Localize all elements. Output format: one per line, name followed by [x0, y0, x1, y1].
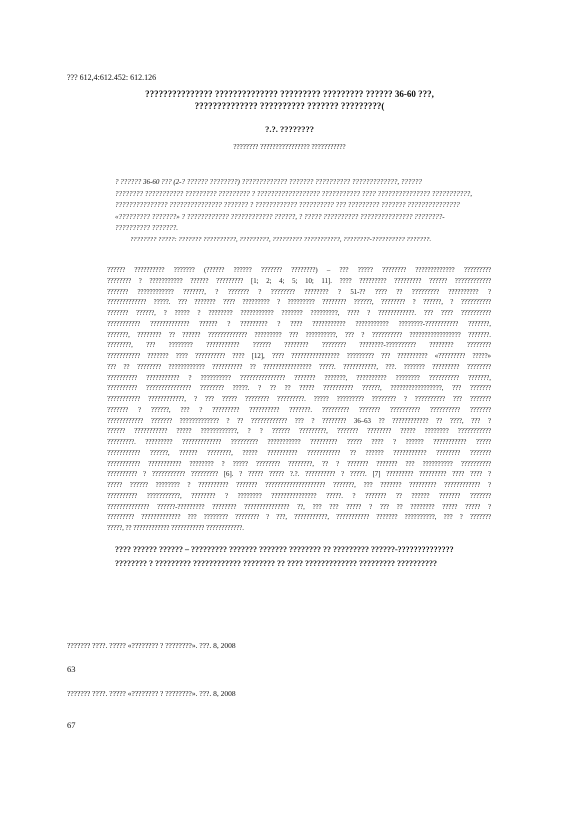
body-line: ?????????????? ??????-????????? ???????? ??????????????? ??, ??? ??? ????? ? ??? ?? ???????? ????? ????? ?	[107, 503, 491, 511]
udc-code: ??? 612,4:612.452: 612.126	[67, 73, 157, 82]
body-line: ?????? ?????????? ??????? (?????? ?????? ??????? ????????) – ??? ????? ???????? ????????????? ?????????	[107, 267, 491, 274]
abstract-line: ?????????? ???????.	[115, 224, 178, 233]
footnote-2: ??????? ????. ????? «???????? ? ????????». ???. 8, 2008	[67, 689, 236, 698]
body-line: ?????????? ??????????? ? ?????????? ??????????????? ??????? ???????, ?????????? ???????? ?????????? ???????,	[107, 374, 491, 382]
body-line: ???????? ? ??????????? ?????? ????????? [1; 2; 4; 5; 10; 11]. ???? ????????? ????????? ?????? ????????????	[107, 277, 491, 285]
body-line: ??????? ? ??????, ??? ? ????????? ?????????? ???????. ????????? ??????? ?????????? ?????????? ???????	[107, 406, 491, 414]
emphasis-line: ???? ?????? ?????? – ????????? ??????? ??????? ???????? ?? ????????? ??????-??????????????	[115, 545, 454, 554]
body-line: ???????????? ??????? ????????????? ? ?? ???????????? ??? ? ???????? 36–63 ?? ???????????? ?? ????, ??? ?	[107, 417, 491, 425]
affiliation: ???????? ???????????????? ???????????	[233, 143, 346, 151]
keywords: ???????? ?????: ??????? ??????????, ?????????, ????????? ???????????, ????????-?????????? ???????.	[130, 236, 432, 243]
body-line: ?????? ??????????? ????? ????????????, ? ? ?????? ?????????, ??????? ???????? ????? ???????? ???????????	[107, 428, 491, 436]
abstract-line: ? ?????? 36-60 ??? (2-? ?????? ????????) ????????????? ??????? ?????????? ?????????????, ??????	[115, 178, 422, 186]
body-line: ??????????? ??????? ???? ?????????? ???? [12], ???? ???????????????? ????????? ??? ?????????? «????????? ?????»	[107, 353, 491, 360]
body-line: ?????, ?? ???????????? ??????????? ????????????.	[107, 525, 244, 532]
abstract-line: «????????? ???????» ? ???????????? ???????????? ??????, ? ????? ?????????? ??????????????? ????????-	[115, 212, 445, 221]
body-line: ??????????? ??????, ?????? ????????, ????? ?????????? ??????????? ?? ?????? ??????????? ???????? ???????	[107, 449, 491, 457]
body-line: ????????? ????????????? ??? ???????? ???????? ? ???, ???????????, ??????????? ??????? ??????????, ??? ? ???????	[107, 514, 491, 522]
body-line: ??????? ???????????? ???????, ? ??????? ? ???????? ???????? ? 51-?? ???? ?? ????????? ?????????? ?	[107, 288, 491, 296]
body-line: ????????, ??? ???????? ??????????? ?????? ???????? ???????? ????????-?????????? ???????? ????????	[107, 342, 491, 350]
body-line: ???????, ???????? ?? ?????? ????????????? ????????? ??? ??????????, ??? ? ?????????? ????????????????? ???????.	[107, 331, 491, 339]
body-line: ?????????. ????????? ????????????? ????????? ??????????? ????????? ????? ???? ? ?????? ??????????? ?????	[107, 439, 491, 446]
body-line: ??? ?? ???????? ???????????? ?????????? ?? ???????????????? ?????. ???????????, ???. ??????? ????????? ????????	[107, 363, 491, 371]
emphasis-line: ???????? ? ????????? ???????????? ???????? ?? ???? ????????????? ????????? ??????????	[115, 559, 437, 568]
abstract-line: ???????? ??????????? ????????? ????????? ? ?????????????????? ??????????? ???? ??????????????? ???????????,	[115, 189, 472, 198]
body-line: ????????????? ?????. ??? ??????? ???? ????????? ? ????????? ???????? ??????, ???????? ? ??????, ? ??????????	[107, 299, 491, 307]
footnote-1: ??????? ????. ????? «???????? ? ????????». ???. 8, 2008	[67, 641, 236, 650]
body-line: ??????? ??????, ? ????? ? ???????? ??????????? ??????? ?????????, ???? ? ????????????. ??? ???? ??????????	[107, 310, 491, 317]
body-line: ????? ?????? ???????? ? ?????????? ??????? ???????????????????? ???????, ??? ??????? ????????? ???????????? ?	[107, 482, 491, 489]
body-line: ?????????? ? ??????????? ????????? [6]. ? ????? ????? ?.?. ?????????? ? ?????. [7] ????????? ????????? ???? ???? ?	[107, 471, 491, 479]
page-number-1: 63	[67, 664, 76, 674]
body-line: ?????????? ??????????????? ???????? ?????. ? ?? ?? ????? ?????????? ??????, ?????????????????, ??? ???????	[107, 385, 491, 393]
body-line: ??????????? ????????????? ?????? ? ????????? ? ???? ??????????? ??????????? ????????-??????????? ???????,	[107, 320, 491, 328]
page-number-2: 67	[67, 720, 76, 730]
title-line-2: ?????????????? ?????????? ??????? ?????????(	[194, 101, 385, 111]
body-line: ??????????? ????????????, ? ??? ????? ???????? ?????????. ????? ????????? ???????? ? ?????????? ??? ???????	[107, 396, 491, 403]
body-line: ??????????? ??????????? ???????? ? ????? ???????? ????????, ?? ? ??????? ??????? ??? ?????????? ??????????	[107, 460, 491, 468]
title-line-1: ??????????????? ?????????????? ????????? ????????? ?????? 36-60 ???,	[145, 89, 434, 99]
abstract-line: ??????????????? ??????????????? ??????? ? ???????????? ?????????? ??? ????????? ??????? ???????????????	[115, 201, 460, 210]
body-line: ?????????? ???????????, ???????? ? ???????? ??????????????? ?????. ? ??????? ?? ?????? ??????? ???????	[107, 492, 491, 500]
author-name: ?.?. ????????	[265, 124, 314, 134]
